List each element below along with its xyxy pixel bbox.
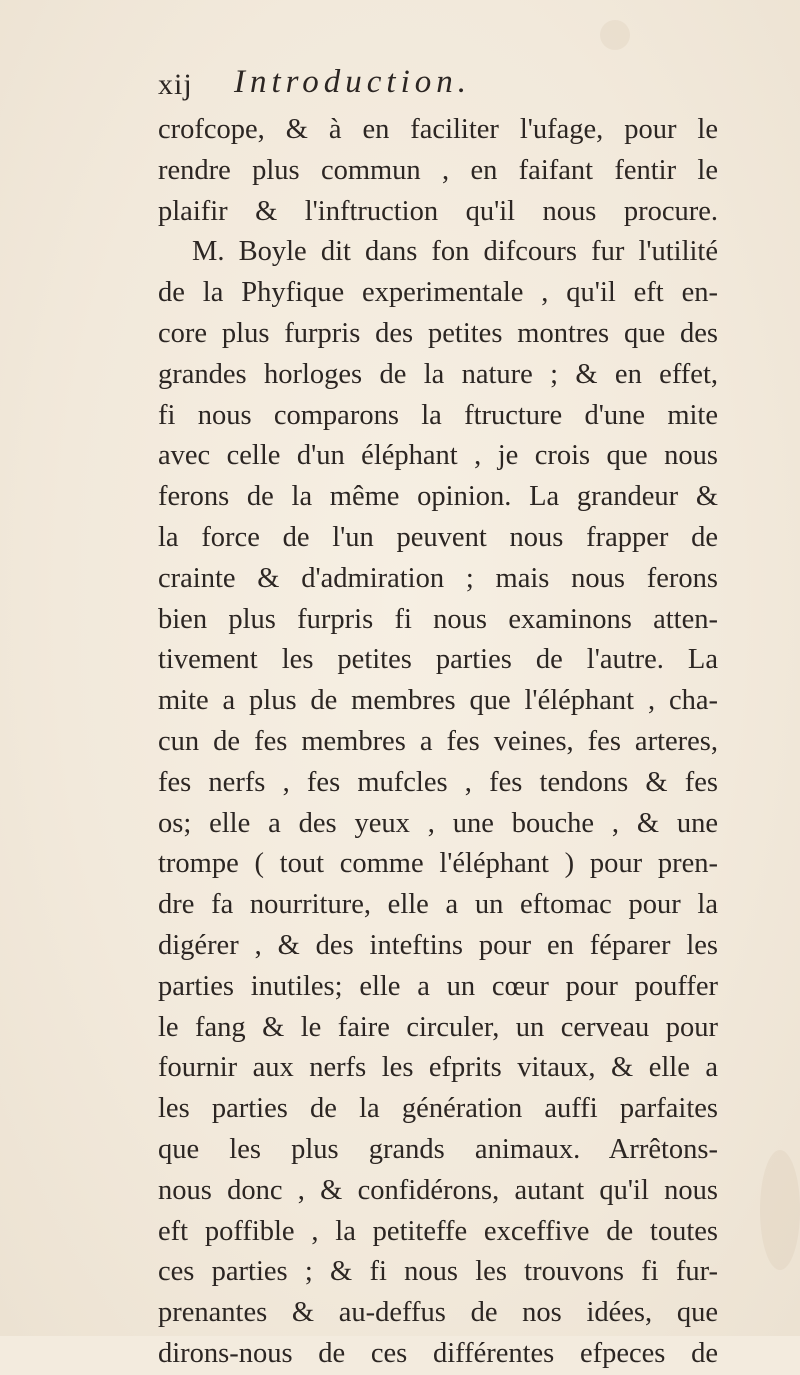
text-line: nous donc , & confidérons, autant qu'il nous	[158, 1174, 718, 1206]
text-line: crainte & d'admiration ; mais nous ferons	[158, 562, 718, 594]
text-line: trompe ( tout comme l'éléphant ) pour pren-	[158, 848, 718, 880]
text-line: eft poffible , la petiteffe exceffive de toutes	[158, 1215, 718, 1247]
page-number: xij	[158, 68, 193, 101]
text-line: les parties de la génération auffi parfaites	[158, 1093, 718, 1125]
text-line: avec celle d'un éléphant , je crois que nous	[158, 440, 718, 472]
text-line: fes nerfs , fes mufcles , fes tendons & fes	[158, 766, 718, 798]
text-line: digérer , & des inteftins pour en féparer les	[158, 929, 718, 961]
text-line: bien plus furpris fi nous examinons atten-	[158, 603, 718, 635]
text-line: de la Phyfique experimentale , qu'il eft en-	[158, 277, 718, 309]
text-line: crofcope, & à en faciliter l'ufage, pour le	[158, 114, 718, 145]
text-line: mite a plus de membres que l'éléphant , cha-	[158, 685, 718, 717]
running-head	[158, 62, 718, 102]
text-line: la force de l'un peuvent nous frapper de	[158, 521, 718, 553]
text-line: que les plus grands animaux. Arrêtons-	[158, 1133, 718, 1165]
text-line: ferons de la même opinion. La grandeur &	[158, 481, 718, 513]
text-line: tivement les petites parties de l'autre. La	[158, 644, 718, 676]
text-line: plaifir & l'inftruction qu'il nous procure.	[158, 195, 718, 227]
text-line: os; elle a des yeux , une bouche , & une	[158, 807, 718, 839]
paper-stain	[600, 20, 630, 50]
running-title: Introduction.	[234, 64, 472, 100]
text-line: ces parties ; & fi nous les trouvons fi fur-	[158, 1256, 718, 1288]
text-line: fournir aux nerfs les efprits vitaux, & elle a	[158, 1052, 718, 1084]
text-line: cun de fes membres a fes veines, fes arteres,	[158, 725, 718, 757]
text-line: le fang & le faire circuler, un cerveau pour	[158, 1011, 718, 1043]
text-line: dre fa nourriture, elle a un eftomac pour la	[158, 889, 718, 921]
text-line: M. Boyle dit dans fon difcours fur l'utilité	[192, 236, 718, 268]
text-line: grandes horloges de la nature ; & en effet,	[158, 358, 718, 390]
text-line: dirons-nous de ces différentes efpeces de	[158, 1337, 718, 1369]
text-line: core plus furpris des petites montres que des	[158, 317, 718, 349]
text-line: rendre plus commun , en faifant fentir le	[158, 154, 718, 186]
text-line: fi nous comparons la ftructure d'une mite	[158, 399, 718, 431]
body-text	[158, 110, 718, 1375]
text-line: prenantes & au-deffus de nos idées, que	[158, 1297, 718, 1329]
text-line: parties inutiles; elle a un cœur pour pouffer	[158, 970, 718, 1002]
paper-stain	[760, 1150, 800, 1270]
